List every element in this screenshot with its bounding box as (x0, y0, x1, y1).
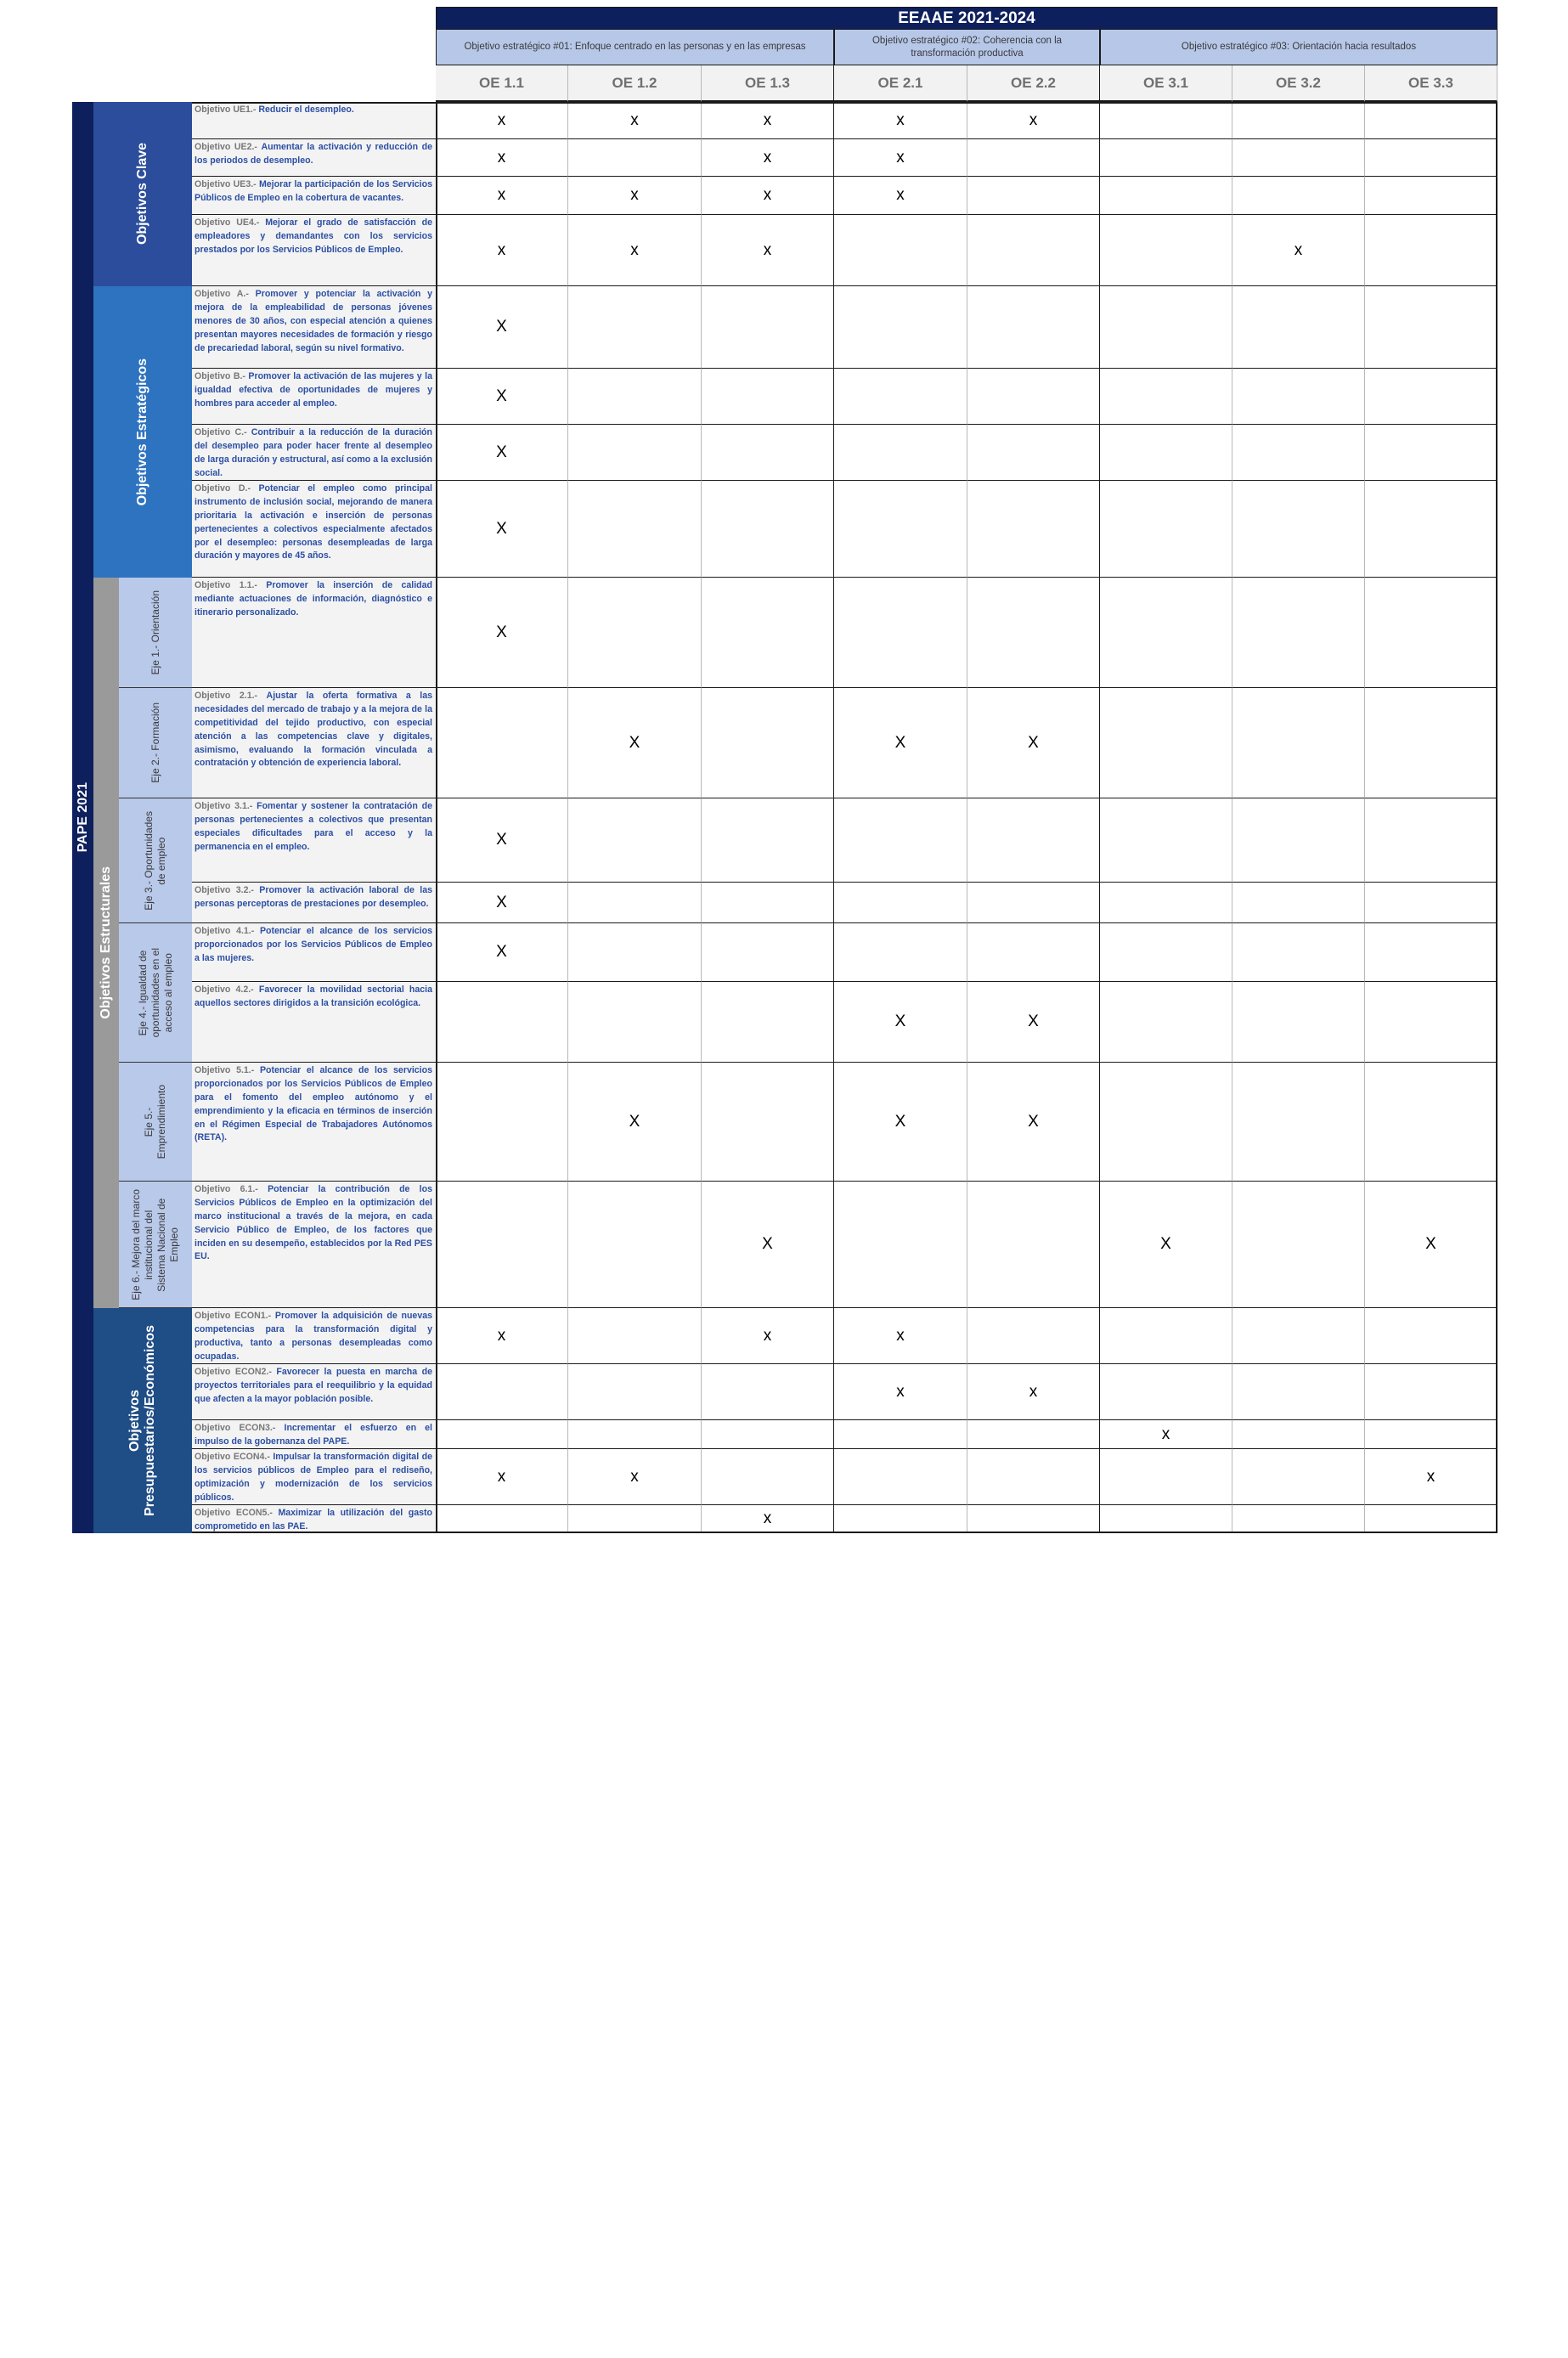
objective-text: Mejorar la participación de los Servicios Públicos de Empleo en la cobertura de vacantes. (195, 179, 432, 203)
objective-text: Promover la activación laboral de las personas perceptoras de prestaciones por desempleo. (195, 885, 432, 909)
matrix-cell-oe-4: x (834, 1364, 967, 1420)
matrix-cell-oe-4 (834, 798, 967, 883)
matrix-cell-oe-7 (1232, 1308, 1365, 1364)
objective-text: Potenciar el empleo como principal instrumento de inclusión social, mejorando de manera prioritaria la activación e inserción de personas pertenecientes a colectivos especialmente afectados por el desempleo: personas desempleadas de larga duración y mayores de 45 años. (195, 483, 432, 561)
objective-code: Objetivo A.- (195, 289, 249, 299)
matrix-cell-oe-1 (436, 1505, 568, 1533)
matrix-cell-oe-1: X (436, 425, 568, 481)
matrix-cell-oe-3: X (702, 1182, 834, 1308)
matrix-cell-oe-3 (702, 1063, 834, 1182)
matrix-cell-oe-5: x (967, 1364, 1100, 1420)
objective-text: Promover y potenciar la activación y mejora de la empleabilidad de personas jóvenes menores de 30 años, con especial atención a quienes presentan mayores necesidades de formación y riesgo de precariedad laboral, según su nivel formativo. (195, 289, 432, 353)
matrix-cell-oe-7 (1232, 688, 1365, 798)
matrix-cell-oe-8 (1365, 578, 1497, 688)
eje-1-band (119, 578, 192, 688)
matrix-cell-oe-3: x (702, 177, 834, 215)
matrix-cell-oe-1: X (436, 798, 568, 883)
matrix-cell-oe-7 (1232, 1420, 1365, 1449)
objective-text: Promover la adquisición de nuevas competencias para la transformación digital y productiva, tanto a personas desempleadas como ocupadas. (195, 1311, 432, 1362)
objetivos-estrategicos-label: Objetivos Estratégicos (135, 358, 149, 506)
matrix-cell-oe-4 (834, 369, 967, 425)
matrix-cell-oe-8 (1365, 102, 1497, 139)
eje-3-band (119, 798, 192, 923)
matrix-cell-oe-2 (568, 798, 702, 883)
objetivos-estructurales-label: Objetivos Estructurales (99, 866, 113, 1019)
matrix-cell-oe-1: x (436, 1449, 568, 1505)
eje-2-label: Eje 2.- Formación (149, 702, 161, 783)
matrix-cell-oe-2: x (568, 177, 702, 215)
matrix-cell-oe-1 (436, 1182, 568, 1308)
matrix-cell-oe-5 (967, 177, 1100, 215)
objective-text: Favorecer la movilidad sectorial hacia aquellos sectores dirigidos a la transición ecológica. (195, 984, 432, 1008)
matrix-cell-oe-8 (1365, 215, 1497, 286)
matrix-cell-oe-7: x (1232, 215, 1365, 286)
matrix-cell-oe-3 (702, 425, 834, 481)
objective-text: Promover la inserción de calidad mediante actuaciones de información, diagnóstico e itinerario personalizado. (195, 580, 432, 618)
matrix-cell-oe-2 (568, 883, 702, 923)
eje-6-label: Eje 6.- Mejora del marco institucional del Sistema Nacional de Empleo (130, 1188, 180, 1300)
objective-description (192, 369, 436, 425)
matrix-cell-oe-2 (568, 1505, 702, 1533)
matrix-cell-oe-5 (967, 1449, 1100, 1505)
matrix-cell-oe-3 (702, 883, 834, 923)
matrix-cell-oe-3 (702, 1364, 834, 1420)
matrix-cell-oe-8: X (1365, 1182, 1497, 1308)
objective-code: Objetivo ECON4.- (195, 1452, 270, 1462)
objective-description (192, 286, 436, 369)
matrix-cell-oe-6 (1100, 1449, 1232, 1505)
objective-code: Objetivo 3.2.- (195, 885, 254, 895)
objective-text: Potenciar la contribución de los Servicios Públicos de Empleo en la optimización del marco institucional a través de la mejora, en cada Servicio Público de Empleo, de los factores que inciden en su desempeño, establecidos por la Red PES EU. (195, 1184, 432, 1262)
matrix-cell-oe-1: x (436, 177, 568, 215)
matrix-cell-oe-7 (1232, 578, 1365, 688)
objective-description (192, 139, 436, 177)
objective-description (192, 1182, 436, 1308)
matrix-cell-oe-6 (1100, 425, 1232, 481)
matrix-cell-oe-8 (1365, 798, 1497, 883)
matrix-cell-oe-7 (1232, 1505, 1365, 1533)
matrix-cell-oe-4 (834, 1182, 967, 1308)
objective-description (192, 982, 436, 1063)
matrix-cell-oe-6 (1100, 883, 1232, 923)
objective-code: Objetivo 1.1.- (195, 580, 257, 590)
objective-description (192, 883, 436, 923)
matrix-title: EEAAE 2021-2024 (436, 7, 1497, 30)
matrix-cell-oe-1: X (436, 923, 568, 982)
matrix-cell-oe-3 (702, 688, 834, 798)
matrix-cell-oe-5 (967, 369, 1100, 425)
objective-description (192, 1063, 436, 1182)
matrix-cell-oe-7 (1232, 177, 1365, 215)
matrix-cell-oe-7 (1232, 982, 1365, 1063)
matrix-cell-oe-3 (702, 578, 834, 688)
matrix-cell-oe-4 (834, 425, 967, 481)
objective-description (192, 578, 436, 688)
pape-band (72, 102, 93, 1533)
objective-text: Favorecer la puesta en marcha de proyectos territoriales para el reequilibrio y la equidad que afecten a la mayor población posible. (195, 1367, 432, 1404)
objective-code: Objetivo 2.1.- (195, 691, 258, 701)
matrix-cell-oe-7 (1232, 286, 1365, 369)
matrix-cell-oe-4 (834, 1420, 967, 1449)
matrix-cell-oe-2 (568, 982, 702, 1063)
matrix-cell-oe-3: x (702, 1308, 834, 1364)
objective-text: Mejorar el grado de satisfacción de empleadores y demandantes con los servicios prestados por los Servicios Públicos de Empleo. (195, 217, 432, 255)
eje-3-label: Eje 3.- Oportunidades de empleo (143, 810, 167, 911)
eje-4-band (119, 923, 192, 1063)
matrix-cell-oe-8 (1365, 1420, 1497, 1449)
matrix-cell-oe-8 (1365, 688, 1497, 798)
objective-code: Objetivo UE3.- (195, 179, 257, 189)
matrix-cell-oe-5 (967, 1182, 1100, 1308)
matrix-cell-oe-4 (834, 883, 967, 923)
matrix-cell-oe-7 (1232, 139, 1365, 177)
objective-text: Fomentar y sostener la contratación de personas pertenecientes a colectivos que presentan especiales dificultades para el acceso y la permanencia en el empleo. (195, 801, 432, 852)
matrix-cell-oe-1: X (436, 481, 568, 578)
matrix-cell-oe-3: x (702, 215, 834, 286)
matrix-cell-oe-4 (834, 1505, 967, 1533)
matrix-cell-oe-7 (1232, 798, 1365, 883)
matrix-cell-oe-5 (967, 578, 1100, 688)
column-header-oe-3: OE 1.3 (702, 65, 834, 102)
objective-code: Objetivo B.- (195, 371, 245, 381)
matrix-cell-oe-3: x (702, 102, 834, 139)
matrix-cell-oe-7 (1232, 923, 1365, 982)
matrix-cell-oe-1 (436, 1063, 568, 1182)
matrix-cell-oe-3: x (702, 1505, 834, 1533)
matrix-cell-oe-8: x (1365, 1449, 1497, 1505)
matrix-cell-oe-4 (834, 578, 967, 688)
objective-code: Objetivo UE4.- (195, 217, 260, 228)
matrix-cell-oe-2 (568, 139, 702, 177)
objective-description (192, 425, 436, 481)
matrix-cell-oe-6 (1100, 102, 1232, 139)
matrix-cell-oe-3 (702, 923, 834, 982)
matrix-cell-oe-7 (1232, 1063, 1365, 1182)
objective-text: Potenciar el alcance de los servicios proporcionados por los Servicios Públicos de Empleo para el fomento del empleo autónomo y el emprendimiento y la eficacia en términos de inserción en el Régimen Especial de Trabajadores Autónomos (RETA). (195, 1065, 432, 1143)
matrix-cell-oe-8 (1365, 425, 1497, 481)
matrix-cell-oe-3: x (702, 139, 834, 177)
column-header-oe-1: OE 1.1 (436, 65, 568, 102)
eje-4-label: Eje 4.- Igualdad de oportunidades en el acceso al empleo (136, 947, 174, 1038)
matrix-cell-oe-1: X (436, 369, 568, 425)
matrix-cell-oe-2: X (568, 1063, 702, 1182)
objective-code: Objetivo 3.1.- (195, 801, 253, 811)
matrix-cell-oe-5 (967, 139, 1100, 177)
objective-text: Reducir el desempleo. (258, 104, 354, 115)
matrix-cell-oe-2 (568, 923, 702, 982)
objective-description (192, 798, 436, 883)
matrix-cell-oe-4 (834, 481, 967, 578)
group-header-oe2: Objetivo estratégico #02: Coherencia con la transformación productiva (834, 30, 1100, 65)
objetivos-estructurales-band (93, 578, 119, 1308)
matrix-cell-oe-4: x (834, 177, 967, 215)
matrix-cell-oe-2: X (568, 688, 702, 798)
matrix-cell-oe-3 (702, 481, 834, 578)
matrix-cell-oe-5 (967, 425, 1100, 481)
matrix-cell-oe-5: X (967, 688, 1100, 798)
matrix-cell-oe-6 (1100, 286, 1232, 369)
matrix-cell-oe-8 (1365, 883, 1497, 923)
matrix-cell-oe-8 (1365, 1505, 1497, 1533)
matrix-cell-oe-7 (1232, 1182, 1365, 1308)
matrix-cell-oe-6 (1100, 1308, 1232, 1364)
matrix-cell-oe-2 (568, 481, 702, 578)
matrix-cell-oe-5 (967, 923, 1100, 982)
objective-description (192, 481, 436, 578)
matrix-cell-oe-3 (702, 369, 834, 425)
objective-text: Contribuir a la reducción de la duración del desempleo para poder hacer frente al desempleo de larga duración y estructural, así como a la exclusión social. (195, 427, 432, 478)
column-header-oe-5: OE 2.2 (967, 65, 1100, 102)
objective-code: Objetivo UE2.- (195, 142, 257, 152)
matrix-cell-oe-5 (967, 798, 1100, 883)
objective-description (192, 1364, 436, 1420)
matrix-cell-oe-6 (1100, 177, 1232, 215)
matrix-cell-oe-2 (568, 1364, 702, 1420)
matrix-cell-oe-6 (1100, 215, 1232, 286)
matrix-cell-oe-6 (1100, 982, 1232, 1063)
objective-code: Objetivo C.- (195, 427, 247, 437)
objective-code: Objetivo ECON1.- (195, 1311, 272, 1321)
matrix-cell-oe-5 (967, 1420, 1100, 1449)
matrix-cell-oe-1 (436, 688, 568, 798)
matrix-cell-oe-4: X (834, 982, 967, 1063)
matrix-cell-oe-8 (1365, 369, 1497, 425)
column-header-oe-2: OE 1.2 (568, 65, 702, 102)
matrix-cell-oe-4 (834, 286, 967, 369)
matrix-cell-oe-5 (967, 1308, 1100, 1364)
matrix-cell-oe-1: x (436, 102, 568, 139)
objective-description (192, 102, 436, 139)
matrix-cell-oe-2 (568, 425, 702, 481)
objetivos-presupuestarios-band (93, 1308, 192, 1533)
objective-text: Aumentar la activación y reducción de los periodos de desempleo. (195, 142, 432, 166)
matrix-cell-oe-2: x (568, 1449, 702, 1505)
eje-5-label: Eje 5.- Emprendimiento (143, 1084, 167, 1159)
matrix-cell-oe-5 (967, 286, 1100, 369)
matrix-cell-oe-7 (1232, 481, 1365, 578)
objective-description (192, 688, 436, 798)
matrix-cell-oe-3 (702, 798, 834, 883)
objective-text: Impulsar la transformación digital de los servicios públicos de Empleo para el rediseño, optimización y modernización de los servicios públicos. (195, 1452, 432, 1503)
matrix-cell-oe-8 (1365, 1308, 1497, 1364)
matrix-cell-oe-6: X (1100, 1182, 1232, 1308)
objective-description (192, 923, 436, 982)
eje-2-band (119, 688, 192, 798)
matrix-cell-oe-5: X (967, 1063, 1100, 1182)
matrix-cell-oe-4 (834, 1449, 967, 1505)
matrix-cell-oe-6 (1100, 798, 1232, 883)
objetivos-presupuestarios-label: Objetivos Presupuestarios/Económicos (127, 1325, 157, 1516)
matrix-cell-oe-6 (1100, 1063, 1232, 1182)
matrix-cell-oe-4 (834, 923, 967, 982)
objective-text: Promover la activación de las mujeres y la igualdad efectiva de oportunidades de mujeres y hombres para acceder al empleo. (195, 371, 432, 409)
objective-description (192, 1449, 436, 1505)
matrix-cell-oe-3 (702, 982, 834, 1063)
matrix-cell-oe-2 (568, 1420, 702, 1449)
matrix-cell-oe-8 (1365, 177, 1497, 215)
group-header-oe3: Objetivo estratégico #03: Orientación hacia resultados (1100, 30, 1497, 65)
matrix-cell-oe-5 (967, 215, 1100, 286)
matrix-cell-oe-5 (967, 883, 1100, 923)
objective-text: Potenciar el alcance de los servicios proporcionados por los Servicios Públicos de Empleo a las mujeres. (195, 926, 432, 963)
matrix-cell-oe-1 (436, 1420, 568, 1449)
matrix-cell-oe-8 (1365, 1364, 1497, 1420)
matrix-cell-oe-1: x (436, 1308, 568, 1364)
matrix-cell-oe-8 (1365, 139, 1497, 177)
matrix-cell-oe-4: X (834, 1063, 967, 1182)
objetivos-clave-band (93, 102, 192, 286)
group-header-oe1: Objetivo estratégico #01: Enfoque centrado en las personas y en las empresas (436, 30, 834, 65)
objetivos-clave-label: Objetivos Clave (135, 143, 149, 245)
objective-description (192, 215, 436, 286)
matrix-cell-oe-1: X (436, 286, 568, 369)
matrix-cell-oe-3 (702, 286, 834, 369)
objective-description (192, 1505, 436, 1533)
matrix-cell-oe-6 (1100, 1505, 1232, 1533)
matrix-cell-oe-7 (1232, 1449, 1365, 1505)
matrix-cell-oe-3 (702, 1449, 834, 1505)
matrix-cell-oe-2: x (568, 215, 702, 286)
column-header-oe-7: OE 3.2 (1232, 65, 1365, 102)
matrix-cell-oe-1: x (436, 215, 568, 286)
objetivos-estrategicos-band (93, 286, 192, 578)
objective-text: Ajustar la oferta formativa a las necesidades del mercado de trabajo y a la mejora de la competitividad del tejido productivo, con especial atención a las competencias clave y digitales, asimismo, evaluando la formación vinculada a contratación y obtención de experiencia laboral. (195, 691, 432, 769)
objective-code: Objetivo ECON2.- (195, 1367, 272, 1377)
matrix-cell-oe-2 (568, 578, 702, 688)
matrix-cell-oe-5: x (967, 102, 1100, 139)
matrix-cell-oe-6 (1100, 1364, 1232, 1420)
matrix-cell-oe-2 (568, 1182, 702, 1308)
matrix-cell-oe-8 (1365, 982, 1497, 1063)
matrix-cell-oe-3 (702, 1420, 834, 1449)
objective-description (192, 177, 436, 215)
objective-code: Objetivo D.- (195, 483, 251, 494)
matrix-cell-oe-6 (1100, 578, 1232, 688)
objective-code: Objetivo ECON5.- (195, 1508, 273, 1518)
objective-code: Objetivo ECON3.- (195, 1423, 276, 1433)
objective-description (192, 1420, 436, 1449)
matrix-cell-oe-8 (1365, 1063, 1497, 1182)
matrix-cell-oe-5: X (967, 982, 1100, 1063)
matrix-cell-oe-1: X (436, 883, 568, 923)
matrix-cell-oe-2 (568, 286, 702, 369)
matrix-cell-oe-2 (568, 369, 702, 425)
eje-1-label: Eje 1.- Orientación (149, 590, 161, 675)
matrix-cell-oe-7 (1232, 425, 1365, 481)
objective-code: Objetivo 4.1.- (195, 926, 255, 936)
matrix-cell-oe-8 (1365, 481, 1497, 578)
objective-code: Objetivo 5.1.- (195, 1065, 255, 1075)
matrix-cell-oe-7 (1232, 883, 1365, 923)
matrix-cell-oe-6 (1100, 688, 1232, 798)
matrix-cell-oe-6 (1100, 369, 1232, 425)
objective-code: Objetivo 6.1.- (195, 1184, 258, 1194)
matrix-cell-oe-2: x (568, 102, 702, 139)
matrix-cell-oe-8 (1365, 286, 1497, 369)
matrix-cell-oe-6 (1100, 923, 1232, 982)
column-header-oe-8: OE 3.3 (1365, 65, 1497, 102)
matrix-cell-oe-2 (568, 1308, 702, 1364)
matrix-cell-oe-1: x (436, 139, 568, 177)
matrix-cell-oe-6 (1100, 139, 1232, 177)
matrix-cell-oe-4: x (834, 139, 967, 177)
pape-label: PAPE 2021 (75, 782, 90, 853)
column-header-oe-6: OE 3.1 (1100, 65, 1232, 102)
matrix-cell-oe-6: x (1100, 1420, 1232, 1449)
objective-text: Maximizar la utilización del gasto comprometido en las PAE. (195, 1508, 432, 1532)
matrix-cell-oe-1 (436, 982, 568, 1063)
matrix-cell-oe-5 (967, 481, 1100, 578)
matrix-cell-oe-4: X (834, 688, 967, 798)
matrix-cell-oe-7 (1232, 102, 1365, 139)
eje-5-band (119, 1063, 192, 1182)
matrix-cell-oe-1 (436, 1364, 568, 1420)
matrix-cell-oe-4: x (834, 1308, 967, 1364)
objective-description (192, 1308, 436, 1364)
eje-6-band (119, 1182, 192, 1308)
matrix-cell-oe-8 (1365, 923, 1497, 982)
objective-code: Objetivo 4.2.- (195, 984, 254, 995)
objective-code: Objetivo UE1.- (195, 104, 257, 115)
matrix-cell-oe-6 (1100, 481, 1232, 578)
matrix-cell-oe-5 (967, 1505, 1100, 1533)
column-header-oe-4: OE 2.1 (834, 65, 967, 102)
matrix-cell-oe-7 (1232, 369, 1365, 425)
matrix-cell-oe-4 (834, 215, 967, 286)
matrix-cell-oe-4: x (834, 102, 967, 139)
matrix-cell-oe-1: X (436, 578, 568, 688)
objective-text: Incrementar el esfuerzo en el impulso de la gobernanza del PAPE. (195, 1423, 432, 1447)
matrix-cell-oe-7 (1232, 1364, 1365, 1420)
